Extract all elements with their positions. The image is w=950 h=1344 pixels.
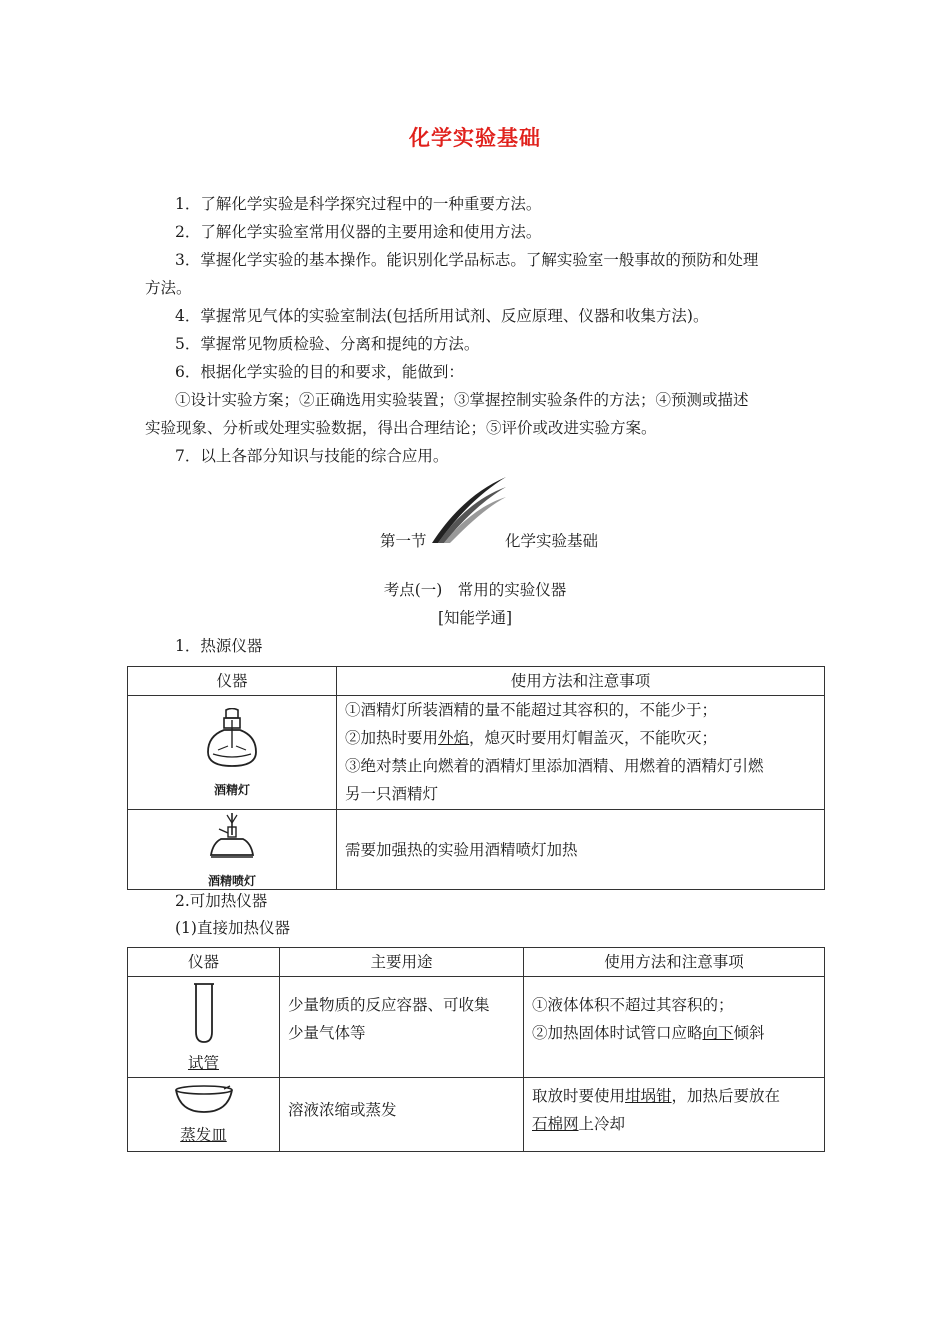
objective-6: 6．根据化学实验的目的和要求，能做到： [175,363,464,381]
use-cell [280,977,524,1078]
usage-cell: 需要加强热的实验用酒精喷灯加热 [337,810,825,890]
usage-text: 另一只酒精灯 [345,785,439,803]
test-tube-icon [192,982,216,1044]
column-header: 使用方法和注意事项 [524,948,825,977]
column-header: 仪器 [128,667,337,696]
usage-text: ②加热固体时试管口应略 [532,1024,703,1042]
objective-1: 1．了解化学实验是科学探究过程中的一种重要方法。 [175,195,542,213]
objective-6-detail-cont: 实验现象、分析或处理实验数据，得出合理结论；⑤评价或改进实验方案。 [145,419,657,437]
table-header-row [128,667,825,696]
page-title: 化学实验基础 [409,125,541,150]
section-number: 第一节 [380,532,427,550]
table-row [128,810,825,890]
usage-answer: 向下 [702,1024,734,1042]
table-row [128,977,825,1078]
usage-text: ③绝对禁止向燃着的酒精灯里添加酒精、用燃着的酒精灯引燃 [345,757,764,775]
table-row [128,696,825,810]
section-header [0,475,950,555]
objective-7: 7．以上各部分知识与技能的综合应用。 [175,447,449,465]
usage-text: 取放时要使用 [532,1087,626,1105]
usage-text: ，熄灭时要用灯帽盖灭，不能吹灭； [469,729,718,747]
usage-cell [524,1078,825,1152]
instrument-caption: 试管 [187,1053,219,1072]
table-row [128,1078,825,1152]
objective-5: 5．掌握常见物质检验、分离和提纯的方法。 [175,335,480,353]
objective-4: 4．掌握常见气体的实验室制法(包括所用试剂、反应原理、仪器和收集方法)。 [175,307,709,325]
direct-heat-label: (1)直接加热仪器 [175,919,290,937]
kaodian-heading: 考点(一) 常用的实验仪器 [383,581,567,599]
section-swoosh-icon [430,475,510,545]
objective-3-cont: 方法。 [145,279,192,297]
objective-2: 2．了解化学实验室常用仪器的主要用途和使用方法。 [175,223,542,241]
objective-6-detail: ①设计实验方案；②正确选用实验装置；③掌握控制实验条件的方法；④预测或描述 [175,391,749,409]
zhineng-heading: [知能学通] [437,609,513,627]
use-text: 少量气体等 [288,1024,366,1042]
usage-text: ； [718,996,734,1014]
usage-text: ； [701,701,718,719]
evaporating-dish-icon [172,1084,236,1116]
section-name: 化学实验基础 [505,532,599,550]
usage-text: 倾斜 [733,1024,765,1042]
usage-answer: 石棉网 [532,1115,579,1133]
usage-text: ，加热后要放在 [671,1087,781,1105]
usage-text: ，不能少于 [624,701,702,719]
heatable-label: 2.可加热仪器 [175,892,268,910]
column-header: 使用方法和注意事项 [337,667,825,696]
usage-cell [337,696,825,810]
heat-source-table [127,666,825,890]
instrument-cell [128,977,280,1078]
instrument-caption: 蒸发皿 [180,1126,227,1144]
instrument-caption: 酒精喷灯 [207,874,256,888]
use-cell: 溶液浓缩或蒸发 [280,1078,524,1152]
heat-source-label: 1．热源仪器 [175,637,263,655]
usage-answer: 坩埚钳 [625,1087,672,1105]
use-text: 少量物质的反应容器、可收集 [288,996,490,1014]
direct-heat-table [127,947,825,1152]
table-header-row [128,948,825,977]
alcohol-blast-lamp-icon [205,811,259,863]
usage-text: ①液体体积不超过其容积的 [532,996,719,1014]
objectives-list [145,190,825,470]
usage-text: ①酒精灯所装酒精的量不能超过其容积的 [345,701,625,719]
instrument-caption: 酒精灯 [213,783,250,797]
usage-cell [524,977,825,1078]
usage-text: 上冷却 [578,1115,626,1133]
instrument-cell [128,810,337,890]
objective-3: 3．掌握化学实验的基本操作。能识别化学品标志。了解实验室一般事故的预防和处理 [175,251,759,269]
column-header: 主要用途 [280,948,524,977]
usage-text: ②加热时要用 [345,729,439,747]
column-header: 仪器 [128,948,280,977]
instrument-cell [128,696,337,810]
alcohol-lamp-icon [204,708,260,772]
usage-answer: 外焰 [438,729,470,747]
instrument-cell [128,1078,280,1152]
